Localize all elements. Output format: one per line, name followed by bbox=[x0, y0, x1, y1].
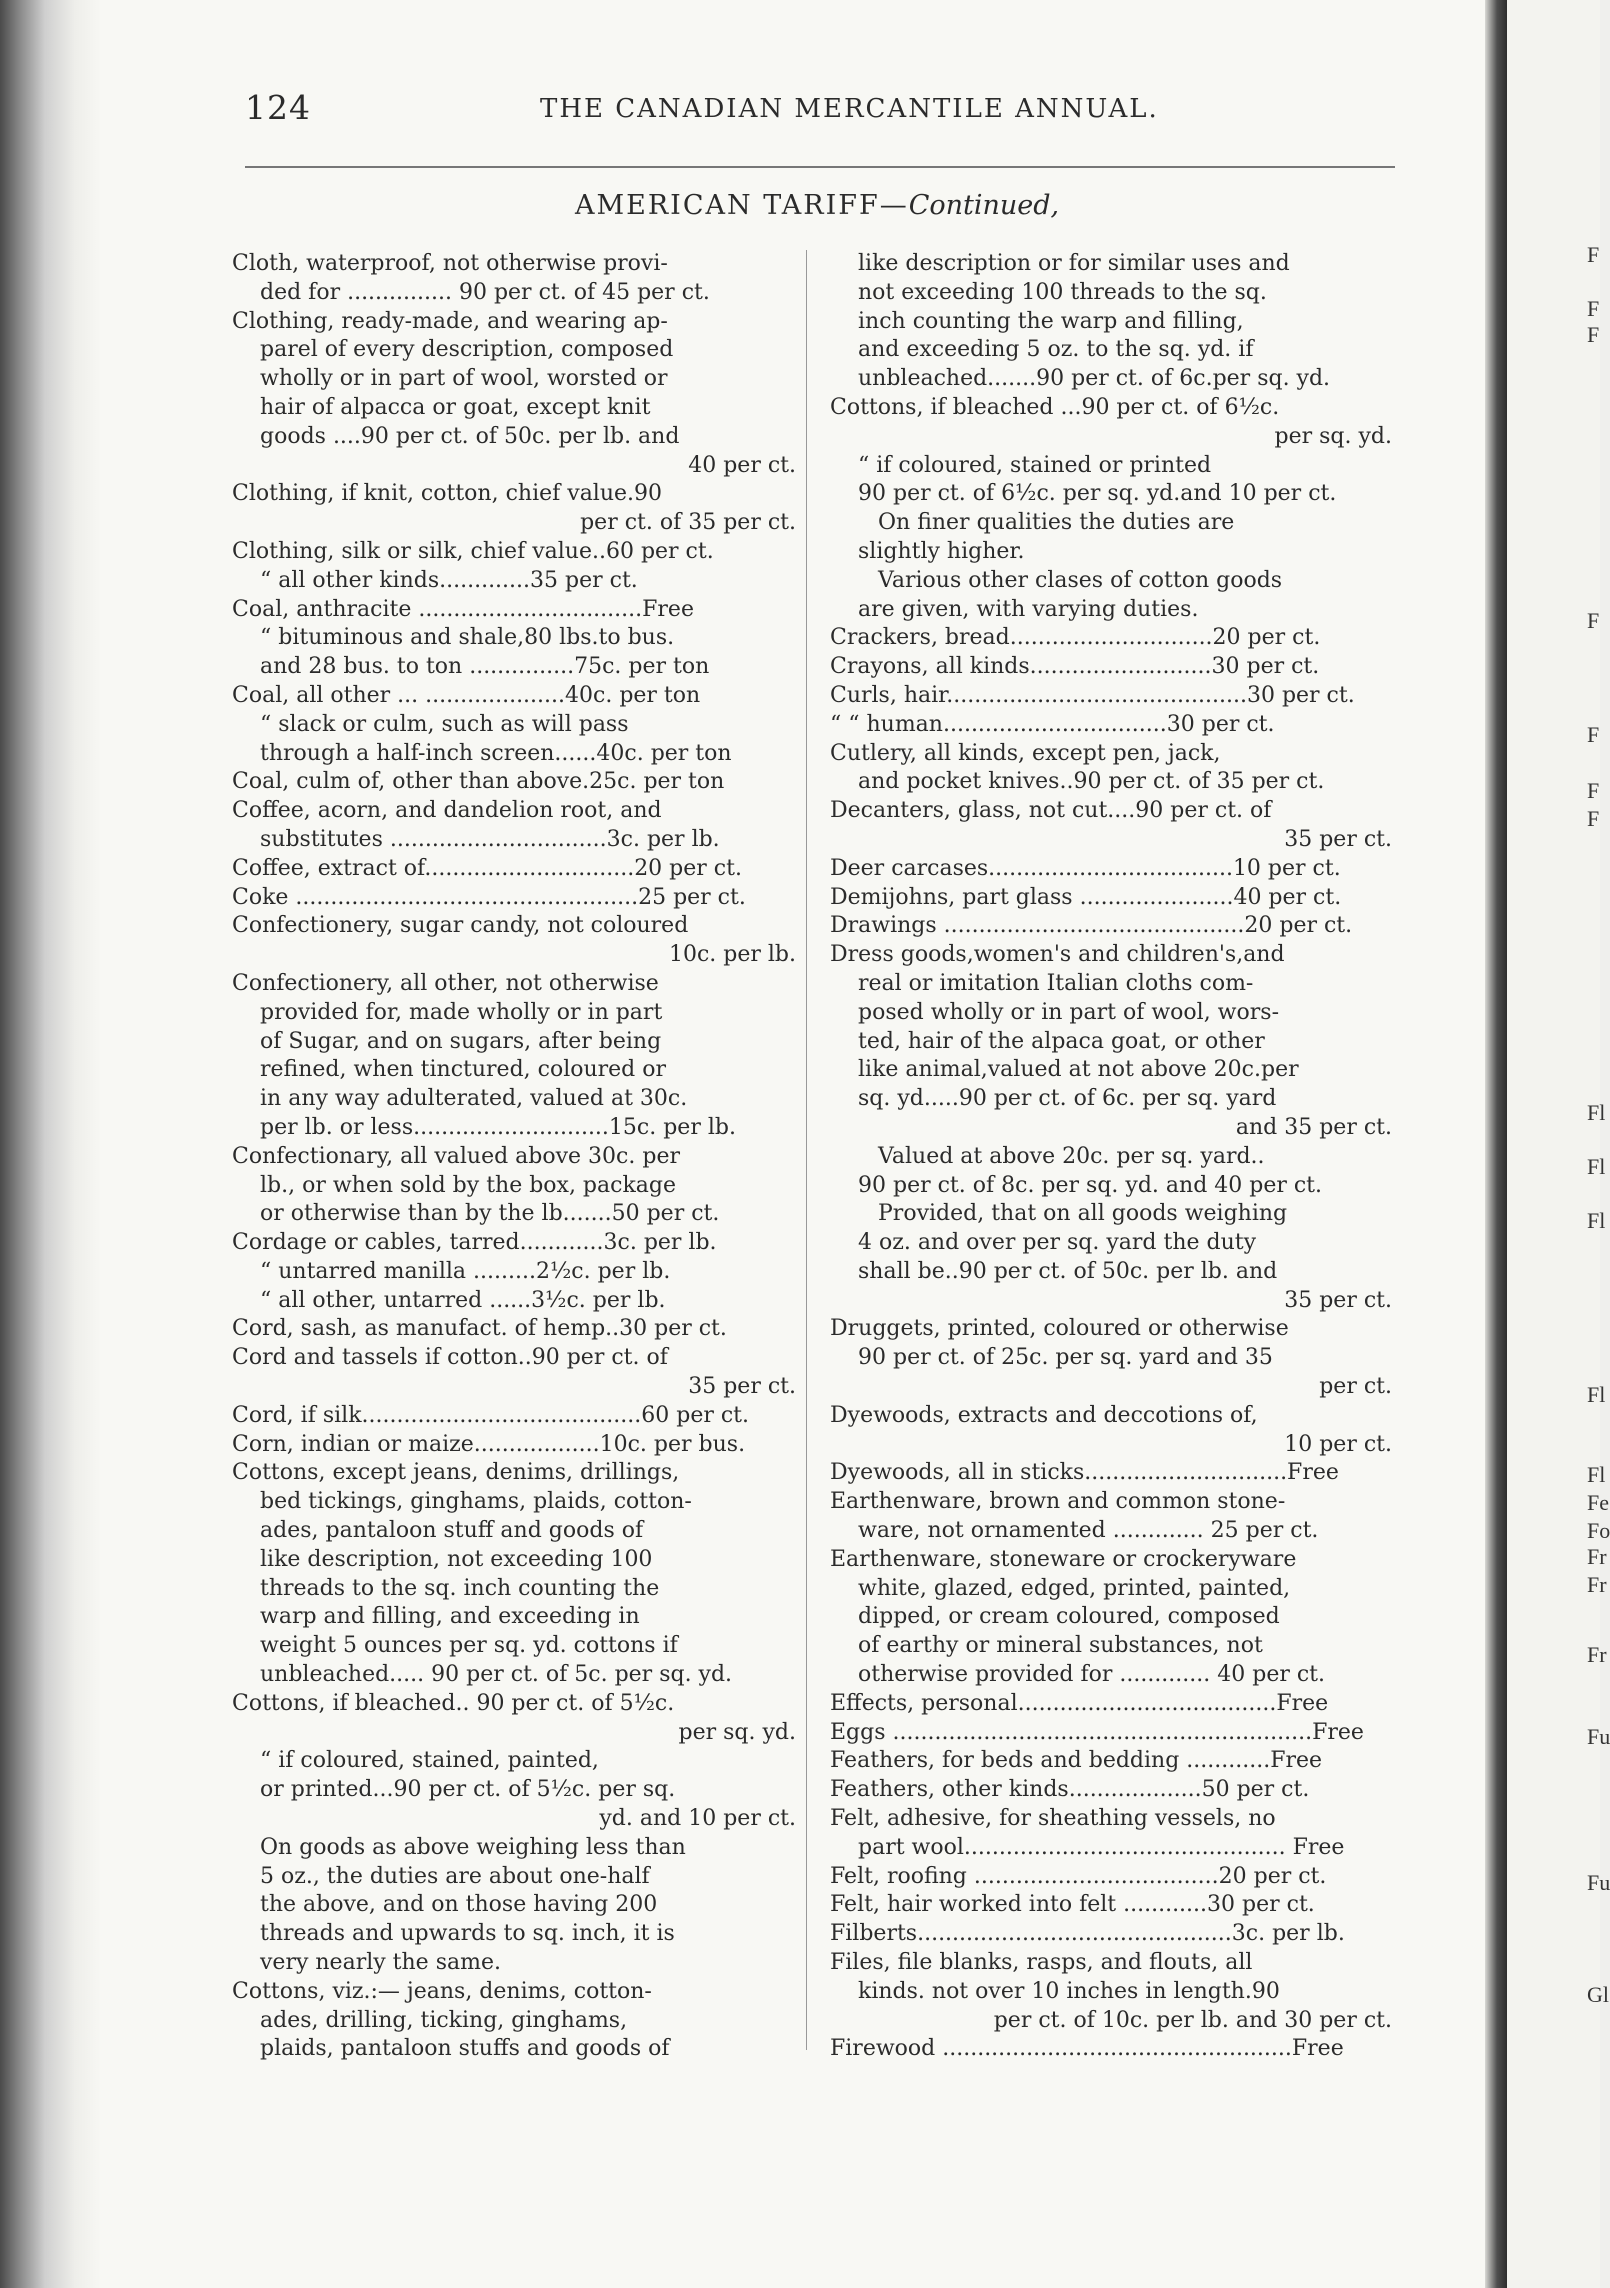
text-line: per sq. yd. bbox=[678, 1719, 796, 1745]
text-line: 90 per ct. of 25c. per sq. yard and 35 bbox=[858, 1345, 1273, 1371]
text-line: Coke .................................................25 per ct. bbox=[232, 884, 746, 910]
text-line: slightly higher. bbox=[858, 538, 1025, 564]
text-line: are given, with varying duties. bbox=[858, 596, 1199, 622]
text-line: Confectionery, sugar candy, not coloured bbox=[232, 913, 689, 939]
text-line: Confectionery, all other, not otherwise bbox=[232, 970, 659, 996]
facing-page bbox=[1507, 0, 1610, 2288]
text-line: “ bituminous and shale,80 lbs.to bus. bbox=[260, 625, 675, 651]
text-line: Clothing, silk or silk, chief value..60 per ct. bbox=[232, 538, 714, 564]
text-line: Cottons, if bleached ...90 per ct. of 6½c. bbox=[830, 394, 1280, 420]
facing-page-fragment: F bbox=[1587, 242, 1600, 267]
text-line: 10 per ct. bbox=[1284, 1431, 1392, 1457]
running-title: THE CANADIAN MERCANTILE ANNUAL. bbox=[540, 94, 1159, 124]
facing-page-fragment: Fl bbox=[1587, 1462, 1606, 1487]
text-line: Feathers, other kinds...................50 per ct. bbox=[830, 1777, 1310, 1803]
text-line: Coffee, extract of..............................20 per ct. bbox=[232, 855, 742, 881]
text-line: substitutes ...............................3c. per lb. bbox=[260, 826, 720, 852]
text-line: lb., or when sold by the box, package bbox=[260, 1172, 677, 1198]
text-line: On finer qualities the duties are bbox=[878, 510, 1235, 536]
text-line: ted, hair of the alpaca goat, or other bbox=[858, 1028, 1265, 1054]
text-line: hair of alpacca or goat, except knit bbox=[260, 394, 651, 420]
page-header bbox=[245, 88, 1395, 128]
header-rule bbox=[245, 166, 1395, 168]
text-line: and pocket knives..90 per ct. of 35 per ct. bbox=[858, 769, 1325, 795]
text-line: Decanters, glass, not cut....90 per ct. of bbox=[830, 798, 1272, 824]
text-line: and 35 per ct. bbox=[1235, 1114, 1392, 1140]
text-line: Curls, hair...........................................30 per ct. bbox=[830, 682, 1355, 708]
text-line: Deer carcases...................................10 per ct. bbox=[830, 855, 1341, 881]
text-line: threads and upwards to sq. inch, it is bbox=[260, 1921, 675, 1947]
text-line: Filberts.............................................3c. per lb. bbox=[830, 1921, 1345, 1947]
text-line: ded for ............... 90 per ct. of 45 per ct. bbox=[260, 279, 710, 305]
text-line: parel of every description, composed bbox=[260, 337, 674, 363]
text-line: “ if coloured, stained or printed bbox=[858, 452, 1212, 478]
text-line: Coal, all other ... ....................40c. per ton bbox=[232, 682, 701, 708]
text-line: Provided, that on all goods weighing bbox=[878, 1201, 1288, 1227]
text-line: Coffee, acorn, and dandelion root, and bbox=[232, 798, 662, 824]
text-line: “ untarred manilla .........2½c. per lb. bbox=[260, 1258, 671, 1284]
section-title bbox=[575, 190, 1059, 221]
text-line: shall be..90 per ct. of 50c. per lb. and bbox=[858, 1258, 1278, 1284]
text-line: Dyewoods, extracts and deccotions of, bbox=[830, 1402, 1258, 1428]
text-line: part wool.............................................. Free bbox=[858, 1834, 1345, 1860]
text-line: per ct. of 10c. per lb. and 30 per ct. bbox=[993, 2007, 1392, 2033]
facing-page-fragment: Fl bbox=[1587, 1100, 1606, 1125]
text-line: sq. yd.....90 per ct. of 6c. per sq. yard bbox=[858, 1086, 1277, 1112]
text-line: 10c. per lb. bbox=[668, 942, 796, 968]
text-line: posed wholly or in part of wool, wors- bbox=[858, 999, 1279, 1025]
text-line: Cottons, except jeans, denims, drillings, bbox=[232, 1460, 680, 1486]
book-binding bbox=[0, 0, 100, 2288]
right-column bbox=[830, 250, 1392, 2064]
facing-page-fragment: F bbox=[1587, 722, 1600, 747]
text-line: Felt, roofing ...................................20 per ct. bbox=[830, 1863, 1327, 1889]
text-line: 90 per ct. of 6½c. per sq. yd.and 10 per ct. bbox=[858, 481, 1337, 507]
text-line: real or imitation Italian cloths com- bbox=[858, 970, 1254, 996]
text-line: and exceeding 5 oz. to the sq. yd. if bbox=[858, 337, 1254, 363]
text-line: “ if coloured, stained, painted, bbox=[260, 1748, 599, 1774]
text-line: like description, not exceeding 100 bbox=[260, 1546, 653, 1572]
text-line: Various other clases of cotton goods bbox=[878, 567, 1283, 593]
text-line: or printed...90 per ct. of 5½c. per sq. bbox=[260, 1777, 676, 1803]
text-line: of Sugar, and on sugars, after being bbox=[260, 1028, 662, 1054]
text-line: Cutlery, all kinds, except pen, jack, bbox=[830, 740, 1221, 766]
text-line: threads to the sq. inch counting the bbox=[260, 1575, 660, 1601]
text-line: “ slack or culm, such as will pass bbox=[260, 711, 629, 737]
text-line: “ “ human................................30 per ct. bbox=[830, 711, 1275, 737]
text-line: and 28 bus. to ton ...............75c. per ton bbox=[260, 654, 710, 680]
facing-page-fragment: F bbox=[1587, 806, 1600, 831]
left-column bbox=[232, 250, 796, 2064]
facing-page-fragment: F bbox=[1587, 296, 1600, 321]
facing-page-fragment: Fu bbox=[1587, 1870, 1610, 1895]
text-line: per lb. or less............................15c. per lb. bbox=[260, 1114, 736, 1140]
text-line: like description or for similar uses and bbox=[858, 251, 1290, 276]
text-line: Effects, personal.....................................Free bbox=[830, 1690, 1329, 1716]
facing-page-fragment: F bbox=[1587, 608, 1600, 633]
facing-page-fragment: Gl bbox=[1587, 1982, 1609, 2007]
text-line: Firewood ..................................................Free bbox=[830, 2036, 1344, 2062]
text-line: provided for, made wholly or in part bbox=[260, 999, 663, 1025]
text-line: Dyewoods, all in sticks.............................Free bbox=[830, 1460, 1339, 1486]
text-line: 35 per ct. bbox=[688, 1374, 796, 1400]
text-line: unbleached.......90 per ct. of 6c.per sq. yd. bbox=[858, 366, 1331, 392]
text-line: inch counting the warp and filling, bbox=[858, 308, 1244, 334]
text-line: bed tickings, ginghams, plaids, cotton- bbox=[260, 1489, 692, 1515]
text-line: per ct. of 35 per ct. bbox=[580, 510, 796, 536]
text-line: ades, drilling, ticking, ginghams, bbox=[260, 2007, 628, 2033]
page-number: 124 bbox=[245, 88, 311, 127]
text-line: Crayons, all kinds..........................30 per ct. bbox=[830, 654, 1320, 680]
text-line: per sq. yd. bbox=[1274, 423, 1392, 449]
text-line: in any way adulterated, valued at 30c. bbox=[260, 1086, 688, 1112]
text-line: kinds. not over 10 inches in length.90 bbox=[858, 1978, 1280, 2004]
text-line: “ all other, untarred ......3½c. per lb. bbox=[260, 1287, 666, 1313]
text-line: 35 per ct. bbox=[1284, 826, 1392, 852]
text-line: Demijohns, part glass ......................40 per ct. bbox=[830, 884, 1342, 910]
text-line: refined, when tinctured, coloured or bbox=[260, 1057, 667, 1083]
text-line: warp and filling, and exceeding in bbox=[260, 1604, 640, 1630]
section-title-text: AMERICAN TARIFF— bbox=[575, 190, 909, 221]
text-line: Eggs ............................................................Free bbox=[830, 1719, 1364, 1745]
text-line: plaids, pantaloon stuffs and goods of bbox=[260, 2036, 670, 2062]
text-line: Clothing, if knit, cotton, chief value.90 bbox=[232, 481, 663, 507]
text-line: On goods as above weighing less than bbox=[260, 1834, 686, 1860]
facing-page-fragment: Fr bbox=[1587, 1544, 1607, 1569]
facing-page-fragment: Fe bbox=[1587, 1490, 1609, 1515]
text-line: 40 per ct. bbox=[688, 452, 796, 478]
facing-page-fragment: Fl bbox=[1587, 1208, 1606, 1233]
text-line: Cottons, viz.:— jeans, denims, cotton- bbox=[232, 1978, 652, 2004]
text-line: ades, pantaloon stuff and goods of bbox=[260, 1518, 644, 1544]
facing-page-fragment: Fl bbox=[1587, 1382, 1606, 1407]
facing-page-fragment: Fo bbox=[1587, 1518, 1610, 1543]
text-line: of earthy or mineral substances, not bbox=[858, 1633, 1263, 1659]
text-line: Earthenware, stoneware or crockeryware bbox=[830, 1546, 1297, 1572]
text-line: Cordage or cables, tarred............3c. per lb. bbox=[232, 1230, 717, 1256]
text-line: Crackers, bread.............................20 per ct. bbox=[830, 625, 1321, 651]
facing-page-fragment: F bbox=[1587, 778, 1600, 803]
text-line: Coal, anthracite ................................Free bbox=[232, 596, 694, 622]
text-line: Clothing, ready-made, and wearing ap- bbox=[232, 308, 668, 334]
text-line: ware, not ornamented ............. 25 per ct. bbox=[858, 1518, 1319, 1544]
facing-page-fragment: F bbox=[1587, 322, 1600, 347]
text-line: white, glazed, edged, printed, painted, bbox=[858, 1575, 1291, 1601]
text-line: or otherwise than by the lb.......50 per ct. bbox=[260, 1201, 720, 1227]
text-line: Felt, adhesive, for sheathing vessels, no bbox=[830, 1806, 1276, 1832]
text-line: Corn, indian or maize..................10c. per bus. bbox=[232, 1431, 746, 1457]
text-line: Cord, sash, as manufact. of hemp..30 per ct. bbox=[232, 1316, 727, 1342]
text-line: Feathers, for beds and bedding ............Free bbox=[830, 1748, 1323, 1774]
text-line: Cloth, waterproof, not otherwise provi- bbox=[232, 251, 668, 276]
text-line: Cord and tassels if cotton..90 per ct. of bbox=[232, 1345, 668, 1371]
text-line: wholly or in part of wool, worsted or bbox=[260, 366, 668, 392]
text-line: Cottons, if bleached.. 90 per ct. of 5½c. bbox=[232, 1690, 675, 1716]
facing-page-fragment: Fr bbox=[1587, 1572, 1607, 1597]
text-line: Felt, hair worked into felt ............30 per ct. bbox=[830, 1892, 1315, 1918]
text-line: Confectionary, all valued above 30c. per bbox=[232, 1143, 680, 1169]
text-line: like animal,valued at not above 20c.per bbox=[858, 1057, 1299, 1083]
text-line: dipped, or cream coloured, composed bbox=[858, 1604, 1280, 1630]
facing-page-fragment: Fr bbox=[1587, 1642, 1607, 1667]
text-line: Druggets, printed, coloured or otherwise bbox=[830, 1316, 1289, 1342]
text-line: Drawings ...........................................20 per ct. bbox=[830, 913, 1353, 939]
text-line: Files, file blanks, rasps, and flouts, all bbox=[830, 1950, 1253, 1976]
text-line: not exceeding 100 threads to the sq. bbox=[858, 279, 1267, 305]
text-line: through a half-inch screen......40c. per ton bbox=[260, 740, 732, 766]
text-line: weight 5 ounces per sq. yd. cottons if bbox=[260, 1633, 678, 1659]
book-spine bbox=[1485, 0, 1507, 2288]
text-line: the above, and on those having 200 bbox=[260, 1892, 658, 1918]
text-line: goods ....90 per ct. of 50c. per lb. and bbox=[260, 423, 680, 449]
text-line: otherwise provided for ............. 40 per ct. bbox=[858, 1662, 1326, 1688]
text-line: yd. and 10 per ct. bbox=[599, 1806, 796, 1832]
column-divider bbox=[806, 250, 807, 2050]
text-line: Valued at above 20c. per sq. yard.. bbox=[878, 1143, 1265, 1169]
text-line: Cord, if silk........................................60 per ct. bbox=[232, 1402, 750, 1428]
facing-page-fragment: Fu bbox=[1587, 1724, 1610, 1749]
text-line: 5 oz., the duties are about one-half bbox=[260, 1863, 650, 1889]
text-line: 35 per ct. bbox=[1284, 1287, 1392, 1313]
text-line: very nearly the same. bbox=[260, 1950, 501, 1976]
section-title-continued: Continued, bbox=[908, 190, 1060, 221]
text-line: Dress goods,women's and children's,and bbox=[830, 942, 1285, 968]
text-line: 90 per ct. of 8c. per sq. yd. and 40 per ct. bbox=[858, 1172, 1323, 1198]
text-line: Coal, culm of, other than above.25c. per ton bbox=[232, 769, 725, 795]
text-line: Earthenware, brown and common stone- bbox=[830, 1489, 1286, 1515]
text-line: unbleached..... 90 per ct. of 5c. per sq. yd. bbox=[260, 1662, 733, 1688]
facing-page-fragment: Fl bbox=[1587, 1154, 1606, 1179]
text-line: 4 oz. and over per sq. yard the duty bbox=[858, 1230, 1257, 1256]
text-line: “ all other kinds.............35 per ct. bbox=[260, 567, 638, 593]
text-line: per ct. bbox=[1319, 1374, 1392, 1400]
